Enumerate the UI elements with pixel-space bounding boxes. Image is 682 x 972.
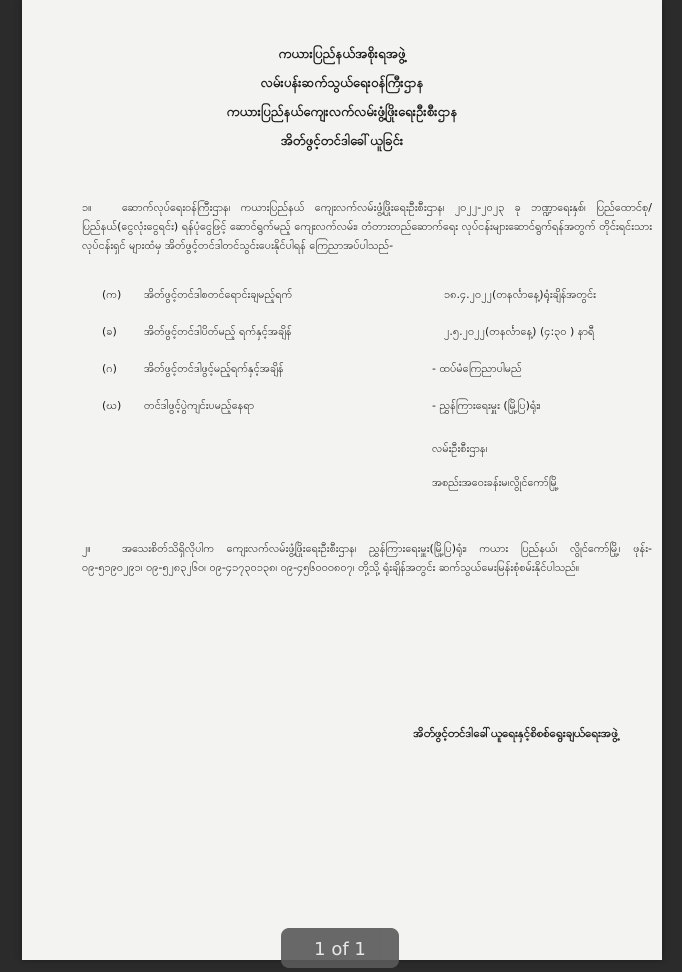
document-page: [22, 0, 662, 960]
detail-mark: (ဂ): [102, 362, 117, 375]
detail-label: အိတ်ဖွင့်တင်ဒါပိတ်မည့် ရက်နှင့်အချိန်: [144, 325, 292, 338]
detail-value: ၁၈.၄.၂၀၂၂(တနင်္လာနေ့)ရုံးချိန်အတွင်း: [444, 288, 596, 301]
header-department: ကယားပြည်နယ်ကျေးလက်လမ်းဖွံ့ဖြိုးရေးဦးစီးဌာန: [226, 105, 458, 120]
detail-label: အိတ်ဖွင့်တင်ဒါစတင်ရောင်းချမည့်ရက်: [144, 288, 293, 301]
paragraph-1-number: ၁။: [82, 201, 92, 214]
detail-row: [82, 399, 662, 436]
detail-row: [82, 288, 662, 325]
header-government: ကယားပြည်နယ်အစိုးရအဖွဲ့: [278, 47, 406, 62]
detail-mark: (ဃ): [102, 399, 122, 412]
tender-details: [82, 288, 662, 436]
detail-value: - ညွှန်ကြားရေးမှူး (မြို့ပြ)ရုံး၊: [432, 399, 541, 412]
venue-line-3: အစည်းအဝေးခန်းမ၊လွိုင်ကော်မြို့: [432, 476, 559, 489]
detail-label: တင်ဒါဖွင့်ပွဲကျင်းပမည့်နေရာ: [144, 399, 255, 412]
signature-committee: အိတ်ဖွင့်တင်ဒါခေါ်ယူရေးနှင့်စိစစ်ရွေးချယ်ရေးအဖွဲ့: [413, 726, 618, 740]
detail-mark: (က): [102, 288, 122, 301]
document-header: [22, 40, 662, 156]
paragraph-2-number: ၂။: [82, 542, 91, 555]
paragraph-2: [82, 539, 652, 577]
detail-value: ၂.၅.၂၀၂၂(တနင်္လာနေ့) (၄:၃၀ ) နာရီ: [444, 325, 595, 338]
header-ministry: လမ်းပန်းဆက်သွယ်ရေးဝန်ကြီးဌာန: [260, 76, 424, 91]
page-indicator[interactable]: 1 of 1: [281, 928, 399, 968]
paragraph-1-text: ဆောက်လုပ်ရေးဝန်ကြီးဌာန၊ ကယားပြည်နယ် ကျေးလက်လမ်းဖွံ့ဖြိုးရေးဦးစီးဌာန၊ ၂၀၂၂-၂၀၂၃ ခု ဘဏ္ဍာရေးနှစ်၊ ပြည်ထောင်စု/ ပြည်နယ်(ငွေလုံးငွေရင်း) ရန်ပုံငွေဖြင့် ဆောင်ရွက်မည့် ကျေးလက်လမ်း၊ တံတားတည်ဆောက်ရေး လုပ်ငန်းများဆောင်ရွက်ရန်အတွက် တိုင်းရင်းသားလုပ်ငန်းရှင် များထံမှ အိတ်ဖွင့်တင်ဒါတင်သွင်းပေးနိုင်ပါရန် ကြေညာအပ်ပါသည်-: [82, 201, 652, 252]
venue-line-2: လမ်းဦးစီးဌာန၊: [432, 442, 488, 455]
detail-row: [82, 362, 662, 399]
detail-value: - ထပ်မံကြေညာပါမည်: [432, 362, 522, 375]
detail-row: [82, 325, 662, 362]
detail-label: အိတ်ဖွင့်တင်ဒါဖွင့်မည့်ရက်နှင့်အချိန်: [144, 362, 284, 375]
paragraph-2-text: အသေးစိတ်သိရှိလိုပါက ကျေးလက်လမ်းဖွံ့ဖြိုးရေးဦးစီးဌာန၊ ညွှန်ကြားရေးမှူး(မြို့ပြ)ရုံး၊ ကယား ပြည်နယ်၊ လွိုင်ကော်မြို့၊ ဖုန်း- ၀၉-၅၁၉၀၂၉၁၊ ၀၉-၅၂၈၃၂၆၀၊ ၀၉-၄၁၇၃၀၁၃၈၊ ၀၉-၄၅၆၀၀၀၈၀၇၊ တို့သို့ ရုံးချိန်အတွင်း ဆက်သွယ်မေးမြန်းစုံစမ်းနိုင်ပါသည်။: [82, 542, 652, 574]
detail-mark: (ခ): [102, 325, 117, 338]
header-title: အိတ်ဖွင့်တင်ဒါခေါ်ယူခြင်း: [280, 134, 404, 149]
paragraph-1: [82, 198, 652, 255]
